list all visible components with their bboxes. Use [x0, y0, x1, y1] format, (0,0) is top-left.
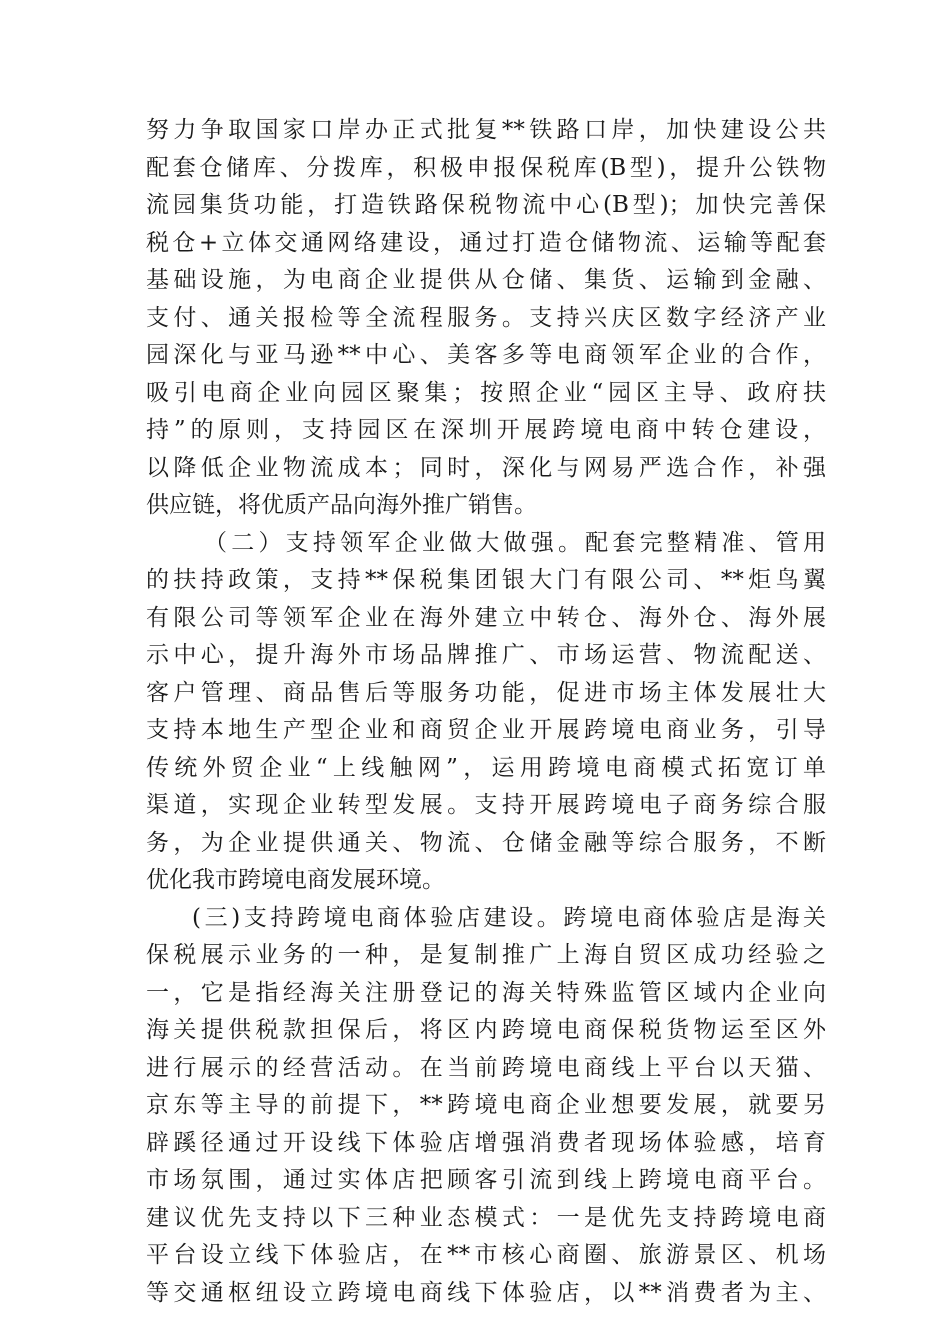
text-line: 配套仓储库、分拨库，积极申报保税库(B型)，提升公铁物 — [146, 154, 826, 181]
text-line: 示中心，提升海外市场品牌推广、市场运营、物流配送、 — [146, 642, 826, 668]
text-line: 支持本地生产型企业和商贸企业开展跨境电商业务，引导 — [146, 717, 826, 743]
text-line: 的扶持政策，支持**保税集团银大门有限公司、**炬鸟翼 — [146, 567, 826, 593]
text-line: 市场氛围，通过实体店把顾客引流到线上跨境电商平台。 — [146, 1167, 826, 1193]
text-line: 税仓+立体交通网络建设，通过打造仓储物流、运输等配套 — [146, 229, 826, 256]
text-line: 建议优先支持以下三种业态模式：一是优先支持跨境电商 — [146, 1204, 826, 1231]
paragraph-heading-line: (三)支持跨境电商体验店建设。跨境电商体验店是海关 — [192, 904, 826, 931]
text-line: 一，它是指经海关注册登记的海关特殊监管区域内企业向 — [146, 979, 826, 1006]
text-line: 园深化与亚马逊**中心、美客多等电商领军企业的合作， — [146, 342, 826, 368]
text-line: 优化我市跨境电商发展环境。 — [146, 867, 445, 893]
paragraph-experience-stores — [146, 900, 826, 1313]
text-line: 渠道，实现企业转型发展。支持开展跨境电子商务综合服 — [146, 792, 826, 818]
paragraph-warehousing — [146, 112, 826, 525]
text-line: 进行展示的经营活动。在当前跨境电商线上平台以天猫、 — [146, 1054, 826, 1081]
text-line: 吸引电商企业向园区聚集；按照企业“园区主导、政府扶 — [146, 379, 826, 406]
text-line: 保税展示业务的一种，是复制推广上海自贸区成功经验之 — [146, 942, 826, 968]
document-body — [146, 112, 826, 1312]
text-line: 以降低企业物流成本；同时，深化与网易严选合作，补强 — [146, 454, 826, 481]
text-line: 京东等主导的前提下，**跨境电商企业想要发展，就要另 — [146, 1092, 826, 1118]
text-line: 平台设立线下体验店，在**市核心商圈、旅游景区、机场 — [146, 1242, 826, 1268]
text-line: 务，为企业提供通关、物流、仓储金融等综合服务，不断 — [146, 829, 826, 856]
text-line: 供应链，将优质产品向海外推广销售。 — [146, 492, 537, 518]
text-line: 辟蹊径通过开设线下体验店增强消费者现场体验感，培育 — [146, 1129, 826, 1156]
text-line: 基础设施，为电商企业提供从仓储、集货、运输到金融、 — [146, 267, 826, 293]
text-line: 有限公司等领军企业在海外建立中转仓、海外仓、海外展 — [146, 604, 826, 631]
text-line: 持”的原则，支持园区在深圳开展跨境电商中转仓建设， — [146, 417, 826, 443]
text-line: 支付、通关报检等全流程服务。支持兴庆区数字经济产业 — [146, 304, 826, 331]
text-line: 客户管理、商品售后等服务功能，促进市场主体发展壮大 — [146, 679, 826, 706]
text-line: 海关提供税款担保后，将区内跨境电商保税货物运至区外 — [146, 1017, 826, 1043]
text-line: 努力争取国家口岸办正式批复**铁路口岸，加快建设公共 — [146, 117, 826, 143]
paragraph-heading-line: （二）支持领军企业做大做强。配套完整精准、管用 — [204, 529, 826, 556]
paragraph-leading-enterprises — [146, 525, 826, 900]
text-line: 等交通枢纽设立跨境电商线下体验店，以**消费者为主、 — [146, 1279, 826, 1306]
text-line: 传统外贸企业“上线触网”，运用跨境电商模式拓宽订单 — [146, 754, 826, 781]
text-line: 流园集货功能，打造铁路保税物流中心(B型)；加快完善保 — [146, 192, 826, 218]
